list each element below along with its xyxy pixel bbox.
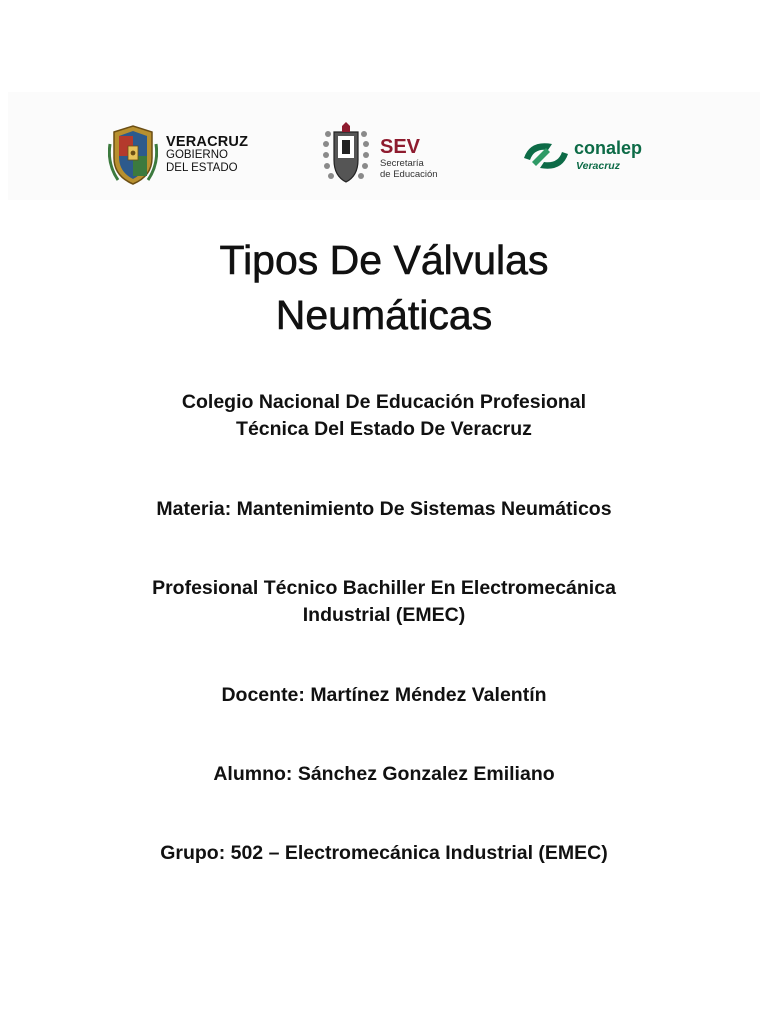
document-title — [0, 233, 768, 343]
conalep-logo-title: conalep — [574, 138, 643, 158]
veracruz-logo-line3: DEL ESTADO — [166, 162, 238, 174]
veracruz-crest-icon — [108, 124, 158, 186]
program-line-2: Industrial (EMEC) — [302, 604, 466, 626]
subject-line: Materia: Mantenimiento De Sistemas Neumáticos — [156, 498, 612, 520]
institution-line-1: Colegio Nacional De Educación Profesional — [181, 391, 587, 413]
institution-name — [0, 389, 768, 443]
sev-logo — [320, 122, 460, 188]
group-line: Grupo: 502 – Electromecánica Industrial (EMEC) — [160, 842, 608, 864]
title-line-2: Neumáticas — [275, 292, 493, 338]
veracruz-logo-line1: VERACRUZ — [166, 134, 249, 150]
conalep-emblem-icon — [520, 136, 572, 176]
conalep-logo — [520, 132, 670, 182]
student-line: Alumno: Sánchez Gonzalez Emiliano — [213, 763, 555, 785]
title-line-1: Tipos De Válvulas — [219, 237, 549, 283]
teacher-line: Docente: Martínez Méndez Valentín — [221, 684, 547, 706]
veracruz-government-logo — [108, 124, 268, 186]
sev-seal-icon — [320, 122, 372, 188]
sev-logo-line3: de Educación — [380, 169, 438, 180]
sev-logo-line2: Secretaría — [380, 158, 424, 169]
conalep-logo-subtitle: Veracruz — [576, 160, 620, 172]
sev-logo-title: SEV — [380, 136, 421, 158]
veracruz-logo-line2: GOBIERNO — [166, 149, 228, 161]
program-line-1: Profesional Técnico Bachiller En Electromecánica — [152, 577, 616, 599]
program-name — [0, 575, 768, 629]
institution-line-2: Técnica Del Estado De Veracruz — [236, 418, 532, 440]
